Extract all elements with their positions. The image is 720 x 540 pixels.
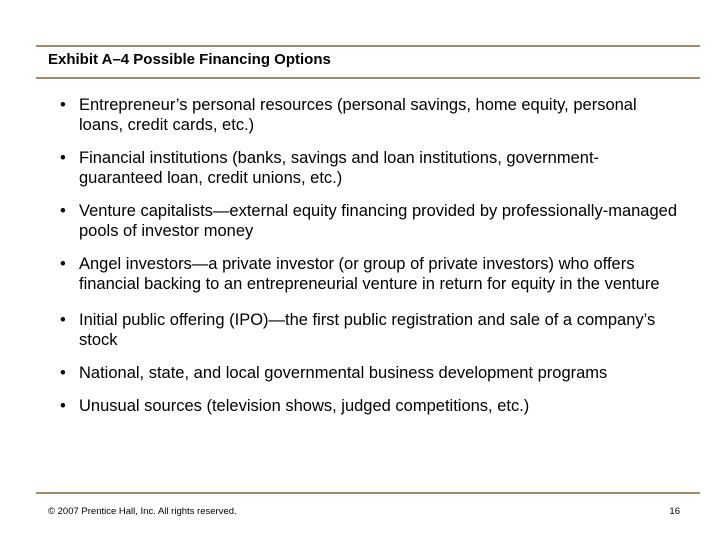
bullet-item-angel-investors [60, 254, 680, 294]
bullet-text: Venture capitalists—external equity financing provided by professionally-managed pools of investor money [79, 202, 678, 240]
bullet-dot-icon: • [60, 397, 66, 415]
bullet-text: Financial institutions (banks, savings and loan institutions, government-guaranteed loan, credit unions, etc.) [79, 149, 600, 187]
bullet-text: Entrepreneur’s personal resources (personal savings, home equity, personal loans, credit cards, etc.) [79, 96, 637, 134]
bullet-item-venture-capitalists [60, 201, 680, 241]
bullet-dot-icon: • [60, 149, 66, 167]
slide-title: Exhibit A–4 Possible Financing Options [48, 51, 331, 68]
bullet-dot-icon: • [60, 311, 66, 329]
bullet-text: Initial public offering (IPO)—the first public registration and sale of a company’s stock [79, 311, 656, 349]
bullet-dot-icon: • [60, 96, 66, 114]
bullet-text: Unusual sources (television shows, judged competitions, etc.) [79, 397, 530, 415]
page-number: 16 [669, 506, 680, 517]
bullet-item-personal-resources [60, 95, 680, 135]
footer-rule [36, 492, 700, 494]
bullet-list [60, 95, 680, 429]
bullet-dot-icon: • [60, 364, 66, 382]
bullet-item-ipo [60, 310, 680, 350]
bullet-text: National, state, and local governmental business development programs [79, 364, 608, 382]
bullet-item-financial-institutions [60, 148, 680, 188]
bullet-dot-icon: • [60, 255, 66, 273]
bullet-item-governmental-programs [60, 363, 680, 383]
top-rule [36, 45, 700, 47]
title-underline-rule [36, 77, 700, 79]
bullet-text: Angel investors—a private investor (or group of private investors) who offers financial backing to an entrepreneurial venture in return for equity in the venture [79, 255, 660, 293]
bullet-dot-icon: • [60, 202, 66, 220]
bullet-item-unusual-sources [60, 396, 680, 416]
copyright-notice: © 2007 Prentice Hall, Inc. All rights reserved. [48, 506, 237, 517]
